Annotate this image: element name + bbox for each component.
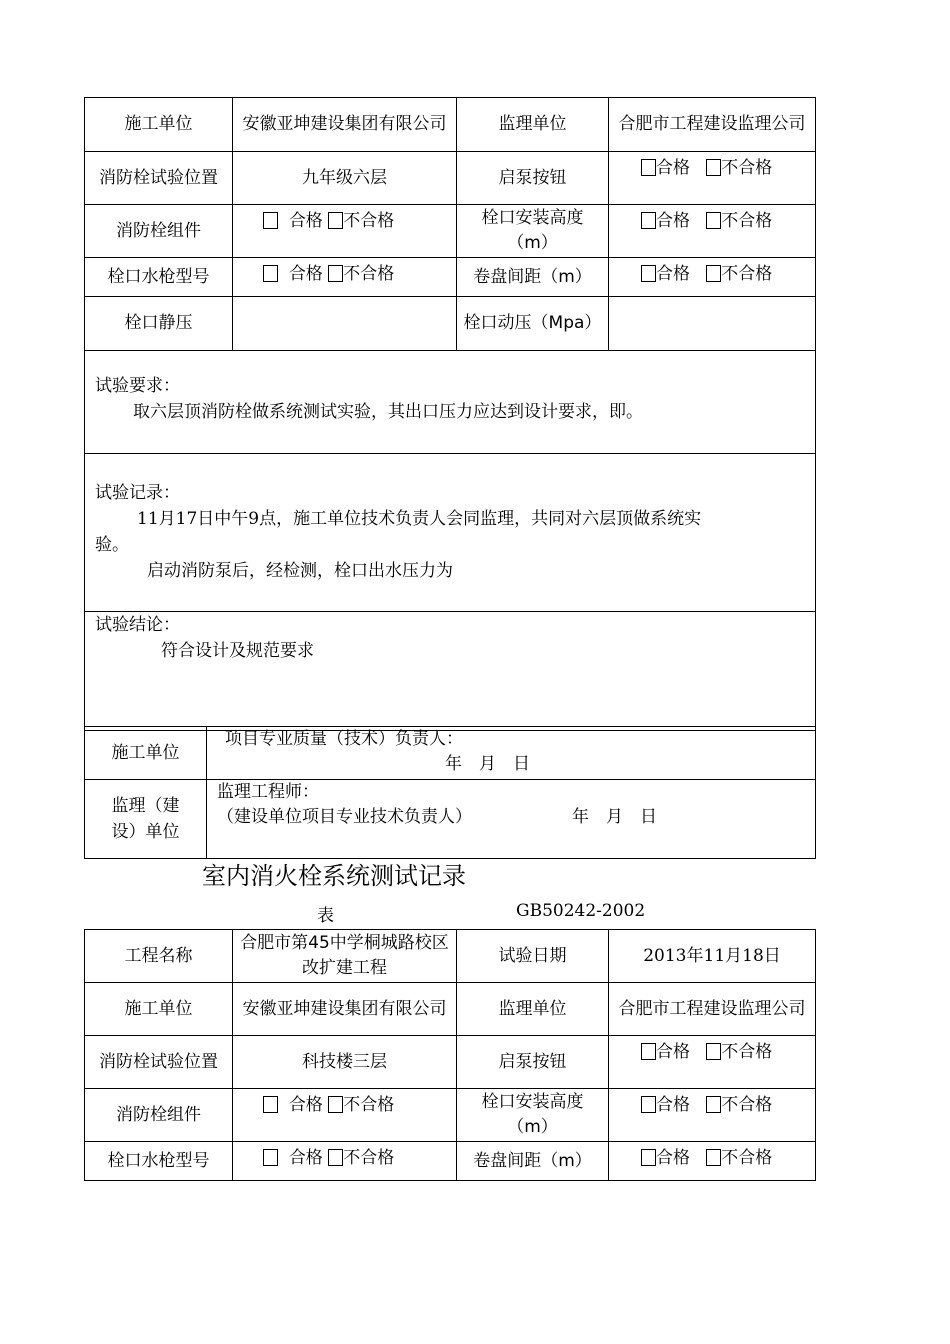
fail-checkbox[interactable]: [706, 212, 721, 229]
table-row: [85, 152, 816, 205]
install-height-label: 栓口安装高度（m）: [457, 1089, 609, 1142]
test-conclusion-section: [85, 612, 816, 731]
fail-label: 不合格: [721, 1095, 773, 1115]
pass-checkbox[interactable]: [263, 1149, 278, 1166]
pump-button-label: 启泵按钮: [457, 1036, 609, 1089]
sign-construction-date: 年 月 日: [445, 754, 530, 774]
hydrant-components-label: 消防栓组件: [85, 1089, 233, 1142]
construction-unit-label: 施工单位: [85, 98, 233, 152]
pass-checkbox[interactable]: [641, 159, 656, 176]
fail-checkbox[interactable]: [328, 1149, 343, 1166]
reel-spacing-check: [609, 258, 816, 297]
install-height-check: [609, 1089, 816, 1142]
page-title: 室内消火栓系统测试记录: [202, 862, 466, 890]
sign-construction-line-1: 项目专业质量（技术）负责人：: [225, 729, 463, 749]
fail-checkbox[interactable]: [328, 265, 343, 282]
table-row: [85, 983, 816, 1036]
fail-checkbox[interactable]: [706, 159, 721, 176]
fail-label: 不合格: [343, 264, 395, 284]
test-record-line-1: 11月17日中午9点，施工单位技术负责人会同监理，共同对六层顶做系统实: [137, 509, 702, 529]
test-location-value: 九年级六层: [233, 152, 457, 205]
pass-checkbox[interactable]: [263, 1096, 278, 1113]
reel-spacing-label: 卷盘间距（m）: [457, 1142, 609, 1181]
fail-checkbox[interactable]: [328, 1096, 343, 1113]
test-requirement-text: 取六层顶消防栓做系统测试实验，其出口压力应达到设计要求，即。: [133, 402, 643, 422]
static-pressure-value[interactable]: [233, 297, 457, 351]
pump-button-label: 启泵按钮: [457, 152, 609, 205]
dynamic-pressure-label: 栓口动压（Mpa）: [457, 297, 609, 351]
sign-construction-label: 施工单位: [85, 727, 207, 780]
hydrant-components-label: 消防栓组件: [85, 205, 233, 258]
test-record-table-1: [84, 97, 816, 731]
fail-label: 不合格: [721, 1042, 773, 1062]
nozzle-model-check: [233, 258, 457, 297]
pass-label: 合格: [288, 1148, 323, 1168]
static-pressure-label: 栓口静压: [85, 297, 233, 351]
test-record-line-2: 验。: [95, 535, 129, 555]
supervision-unit-label: 监理单位: [457, 98, 609, 152]
pass-checkbox[interactable]: [641, 212, 656, 229]
reel-spacing-label: 卷盘间距（m）: [457, 258, 609, 297]
pump-button-check: [609, 152, 816, 205]
table-row: [85, 727, 816, 780]
pass-label: 合格: [656, 264, 690, 284]
supervision-unit-label: 监理单位: [457, 983, 609, 1036]
test-conclusion-label: 试验结论：: [95, 615, 180, 635]
fail-label: 不合格: [343, 1095, 395, 1115]
standard-code: GB50242-2002: [516, 901, 646, 921]
construction-unit-label: 施工单位: [85, 983, 233, 1036]
reel-spacing-check: [609, 1142, 816, 1181]
table-row: [85, 1036, 816, 1089]
table-row: [85, 612, 816, 731]
signature-table: [84, 726, 816, 859]
table-row: [85, 1142, 816, 1181]
table-row: [85, 1089, 816, 1142]
construction-unit-value: 安徽亚坤建设集团有限公司: [233, 98, 457, 152]
sign-supervision-cell: [207, 780, 816, 859]
form-label: 表: [317, 906, 334, 926]
install-height-check: [609, 205, 816, 258]
fail-label: 不合格: [343, 211, 395, 231]
pass-label: 合格: [288, 1095, 323, 1115]
pass-label: 合格: [656, 1042, 690, 1062]
test-date-label: 试验日期: [457, 930, 609, 983]
project-name-label: 工程名称: [85, 930, 233, 983]
sign-supervision-line-1: 监理工程师：: [217, 782, 319, 802]
table-row: [85, 930, 816, 983]
fail-checkbox[interactable]: [706, 1096, 721, 1113]
table-row: [85, 98, 816, 152]
table-row: [85, 454, 816, 612]
test-record-line-3: 启动消防泵后，经检测，栓口出水压力为: [147, 561, 453, 581]
pass-label: 合格: [656, 158, 690, 178]
table-row: [85, 258, 816, 297]
nozzle-model-label: 栓口水枪型号: [85, 1142, 233, 1181]
pump-button-check: [609, 1036, 816, 1089]
pass-checkbox[interactable]: [263, 265, 278, 282]
pass-checkbox[interactable]: [263, 212, 278, 229]
fail-label: 不合格: [343, 1148, 395, 1168]
test-requirement-section: [85, 351, 816, 454]
fail-label: 不合格: [721, 211, 773, 231]
supervision-unit-value: 合肥市工程建设监理公司: [609, 98, 816, 152]
hydrant-components-check: [233, 205, 457, 258]
test-location-label: 消防栓试验位置: [85, 152, 233, 205]
pass-label: 合格: [656, 211, 690, 231]
supervision-unit-value: 合肥市工程建设监理公司: [609, 983, 816, 1036]
fail-checkbox[interactable]: [706, 1043, 721, 1060]
test-location-value: 科技楼三层: [233, 1036, 457, 1089]
sign-supervision-line-2: （建设单位项目专业技术负责人）: [217, 807, 472, 827]
test-conclusion-text: 符合设计及规范要求: [161, 641, 314, 661]
sign-construction-cell: [207, 727, 816, 780]
construction-unit-value: 安徽亚坤建设集团有限公司: [233, 983, 457, 1036]
project-name-value: 合肥市第45中学桐城路校区改扩建工程: [233, 930, 457, 983]
table-row: [85, 780, 816, 859]
table-row: [85, 205, 816, 258]
pass-checkbox[interactable]: [641, 1043, 656, 1060]
sign-supervision-label: 监理（建设）单位: [85, 780, 207, 859]
pass-label: 合格: [656, 1095, 690, 1115]
install-height-label: 栓口安装高度（m）: [457, 205, 609, 258]
fail-checkbox[interactable]: [706, 1149, 721, 1166]
pass-label: 合格: [288, 264, 323, 284]
test-record-label: 试验记录：: [95, 483, 180, 503]
table-row: [85, 297, 816, 351]
fail-checkbox[interactable]: [706, 265, 721, 282]
table-row: [85, 351, 816, 454]
test-record-table-2: [84, 929, 816, 1181]
pass-checkbox[interactable]: [641, 265, 656, 282]
sign-supervision-date: 年 月 日: [572, 807, 657, 827]
fail-label: 不合格: [721, 264, 773, 284]
dynamic-pressure-value[interactable]: [609, 297, 816, 351]
test-location-label: 消防栓试验位置: [85, 1036, 233, 1089]
nozzle-model-check: [233, 1142, 457, 1181]
pass-checkbox[interactable]: [641, 1096, 656, 1113]
fail-checkbox[interactable]: [328, 212, 343, 229]
fail-label: 不合格: [721, 158, 773, 178]
hydrant-components-check: [233, 1089, 457, 1142]
pass-label: 合格: [656, 1148, 690, 1168]
fail-label: 不合格: [721, 1148, 773, 1168]
test-requirement-label: 试验要求：: [95, 376, 180, 396]
nozzle-model-label: 栓口水枪型号: [85, 258, 233, 297]
test-date-value: 2013年11月18日: [609, 930, 816, 983]
pass-label: 合格: [288, 211, 323, 231]
test-record-section: [85, 454, 816, 612]
pass-checkbox[interactable]: [641, 1149, 656, 1166]
